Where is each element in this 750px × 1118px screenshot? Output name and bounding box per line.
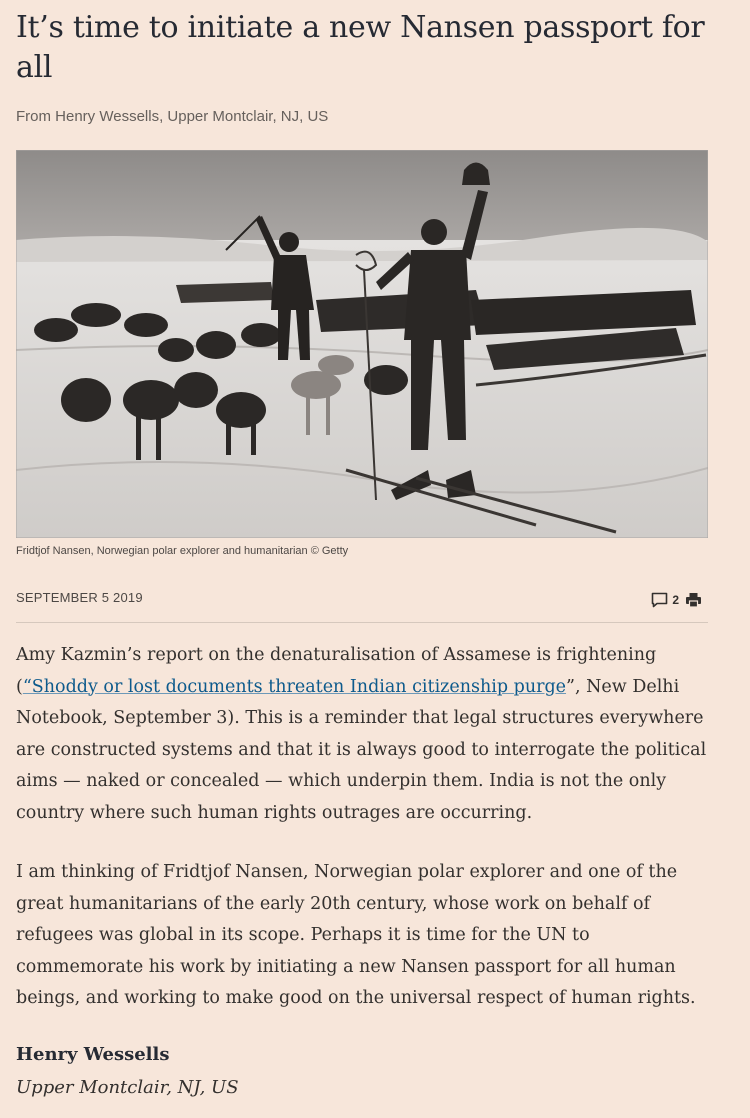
- paragraph-1: [16, 640, 716, 829]
- article-body: [16, 640, 716, 1043]
- printer-icon: [685, 592, 702, 608]
- paragraph-1-text-b: ”, New Delhi Notebook, September 3). This is a reminder that legal structures everywhere are constructed systems and that it is always good to interrogate the political aims — naked or concealed — which underpin them. India is not the only country where such human rights outrages are occurring.: [16, 676, 707, 823]
- paragraph-2: I am thinking of Fridtjof Nansen, Norwegian polar explorer and one of the great humanitarians of the early 20th century, whose work on behalf of refugees was global in its scope. Perhaps it is time for the UN to commemorate his work by initiating a new Nansen passport for all human beings, and working to make good on the universal respect of human rights.: [16, 862, 696, 1008]
- headline: It’s time to initiate a new Nansen passport for all: [16, 10, 705, 85]
- polar-expedition-illustration: [16, 150, 708, 538]
- article-tools: [651, 592, 702, 608]
- publish-date: SEPTEMBER 5 2019: [16, 590, 143, 605]
- article-photo: [16, 150, 708, 538]
- byline: From Henry Wessells, Upper Montclair, NJ, US: [16, 108, 329, 125]
- signature-place: Upper Montclair, NJ, US: [16, 1077, 239, 1098]
- comments-button[interactable]: [651, 592, 685, 608]
- article-meta: [16, 586, 708, 623]
- signature-name: Henry Wessells: [16, 1044, 170, 1065]
- speech-bubble-icon: [651, 592, 668, 608]
- paragraph-1-text-a: Amy Kazmin’s report on the denaturalisation of Assamese is frightening (: [16, 645, 657, 697]
- image-caption: Fridtjof Nansen, Norwegian polar explorer and humanitarian © Getty: [16, 545, 349, 557]
- print-button[interactable]: [685, 592, 702, 608]
- comment-count: 2: [672, 593, 679, 607]
- related-article-link[interactable]: “Shoddy or lost documents threaten Indian citizenship purge: [22, 676, 567, 697]
